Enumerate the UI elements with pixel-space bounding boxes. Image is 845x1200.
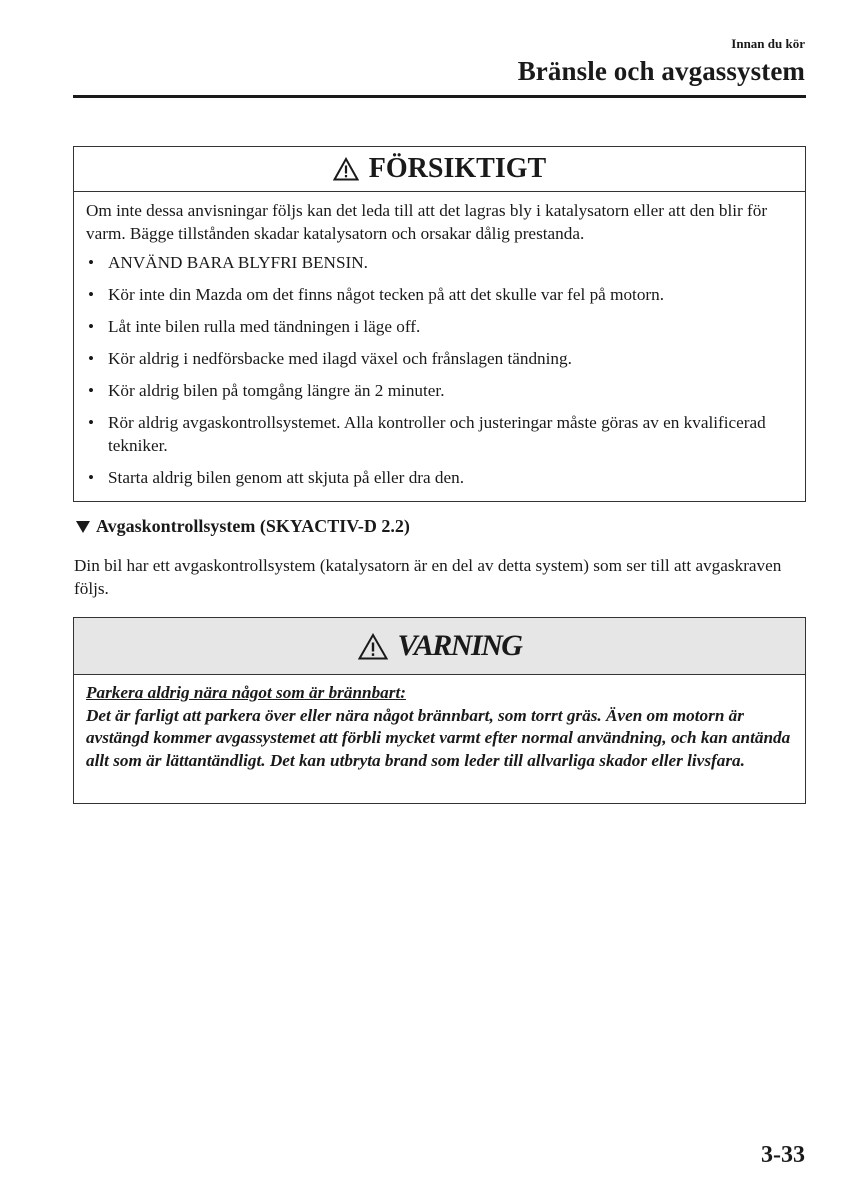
caution-heading: FÖRSIKTIGT	[368, 153, 547, 184]
chapter-label: Innan du kör	[731, 36, 805, 51]
section-title: Bränsle och avgassystem	[517, 56, 805, 86]
list-item: • Låt inte bilen rulla med tändningen i läge off.	[88, 317, 421, 336]
list-item: • Kör aldrig i nedförsbacke med ilagd växel och frånslagen tändning.	[88, 349, 572, 368]
warning-box	[73, 617, 806, 804]
warning-triangle-icon	[333, 157, 359, 181]
bullet-icon: •	[88, 413, 95, 432]
warning-header	[74, 618, 805, 675]
page-number: 3-33	[761, 1142, 805, 1168]
subsection-paragraph: Din bil har ett avgaskontrollsystem (katalysatorn är en del av detta system) som ser till att avgaskraven följs.	[74, 556, 782, 598]
bullet-icon: •	[88, 285, 95, 304]
list-item: • Kör aldrig bilen på tomgång längre än 2 minuter.	[88, 381, 445, 400]
warning-text: Det är farligt att parkera över eller nära något brännbart, som torrt gräs. Även om motorn är avstängd kommer avgassystemet att förbli mycket varmt efter normal användning, och kan antända allt som är lättantändligt. Det kan utbryta brand som leder till allvarliga skador eller livsfara.	[86, 705, 791, 770]
down-triangle-icon	[75, 520, 91, 534]
bullet-icon: •	[88, 381, 95, 400]
list-item: • ANVÄND BARA BLYFRI BENSIN.	[88, 253, 368, 272]
caution-box	[73, 146, 806, 502]
header-rule	[73, 95, 806, 98]
list-item: • Starta aldrig bilen genom att skjuta på eller dra den.	[88, 468, 465, 487]
warning-body	[74, 675, 805, 772]
bullet-icon: •	[88, 349, 95, 368]
caution-body	[74, 192, 805, 489]
warning-heading: VARNING	[397, 629, 522, 662]
list-item: • Kör inte din Mazda om det finns något tecken på att det skulle var fel på motorn.	[88, 285, 665, 304]
bullet-icon: •	[88, 468, 95, 487]
bullet-icon: •	[88, 317, 95, 336]
subsection-title: Avgaskontrollsystem (SKYACTIV-D 2.2)	[96, 516, 410, 536]
warning-triangle-icon	[358, 633, 388, 660]
warning-title: Parkera aldrig nära något som är brännbart:	[86, 683, 406, 702]
caution-list	[86, 251, 793, 489]
caution-header	[74, 147, 805, 192]
caution-intro: Om inte dessa anvisningar följs kan det leda till att det lagras bly i katalysatorn eller att den blir för varm. Bägge tillstånden skadar katalysatorn och orsakar dålig prestanda.	[86, 201, 768, 243]
list-item: • Rör aldrig avgaskontrollsystemet. Alla kontroller och justeringar måste göras av en kvalificerad tekniker.	[88, 413, 766, 455]
bullet-icon: •	[88, 253, 95, 272]
subsection-heading	[75, 516, 410, 537]
